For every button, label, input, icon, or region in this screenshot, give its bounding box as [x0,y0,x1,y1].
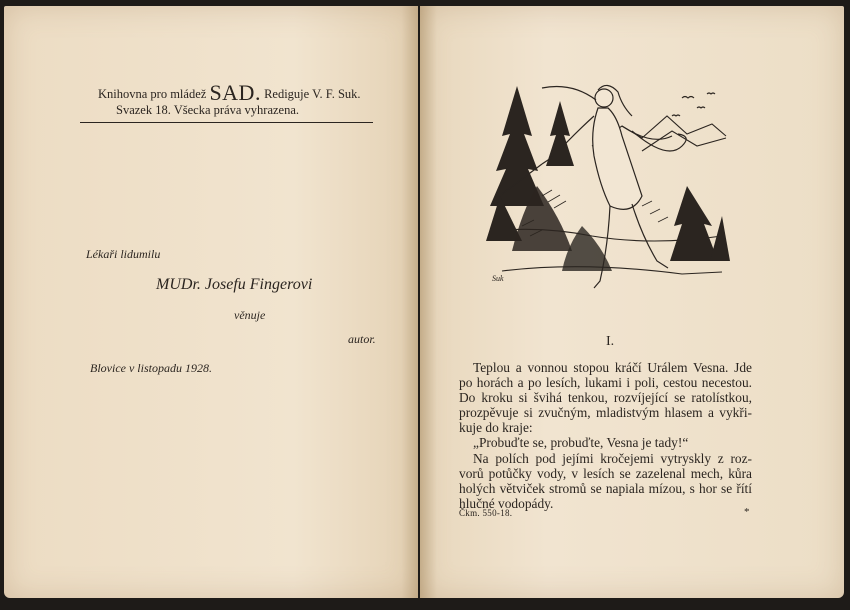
text-line: po horách a po lesích, lukami i poli, cestou necestou. [459,375,752,391]
dedication-author: autor. [348,332,376,346]
signature-mark: * [744,506,750,518]
chapter-number: I. [606,334,615,349]
dedication-recipient-title: Lékaři lidumilu [86,247,161,261]
left-page [4,6,418,598]
print-mark: Čkm. 550-18. [459,508,513,518]
dedication-name: MUDr. Josefu Fingerovi [156,276,313,293]
text-line: Teplou a vonnou stopou kráčí Urálem Vesna. Jde [473,360,752,375]
paragraph-3 [459,451,752,511]
place-date: Blovice v listopadu 1928. [90,361,212,375]
dedication-verb: věnuje [234,308,266,322]
text-line: Na polích pod jejími kročejemi vytryskly z roz- [473,450,752,466]
text-line: holých větviček stromů se napiala mízou, s hor se řítí [459,480,752,496]
chapter-text [459,360,752,511]
series-volume-line: Svazek 18. Všecka práva vyhrazena. [116,103,300,117]
header-rule [80,122,373,123]
series-prefix: Knihovna pro mládež [98,87,207,101]
woodcut-illustration [482,76,730,298]
paragraph-1 [459,360,752,435]
paragraph-quote [459,435,752,450]
text-line: Do kroku si švihá tenkou, rozvíjející se ratolístkou, [459,390,752,406]
text-line: kuje do kraje: [459,420,533,436]
text-line: hlučné vodopády. [459,495,554,511]
text-line: vorů potůčky vody, v lesích se zazelenal mech, kůra [459,465,752,481]
text-line: „Probuďte se, probuďte, Vesna je tady!“ [473,435,689,451]
text-line: prozpěvuje si zvučným, mladistvým hlasem a vykři- [459,405,752,421]
series-name: SAD. [209,80,261,105]
illustration-signature: Suk [492,274,504,283]
series-editor: Rediguje V. F. Suk. [264,87,361,101]
